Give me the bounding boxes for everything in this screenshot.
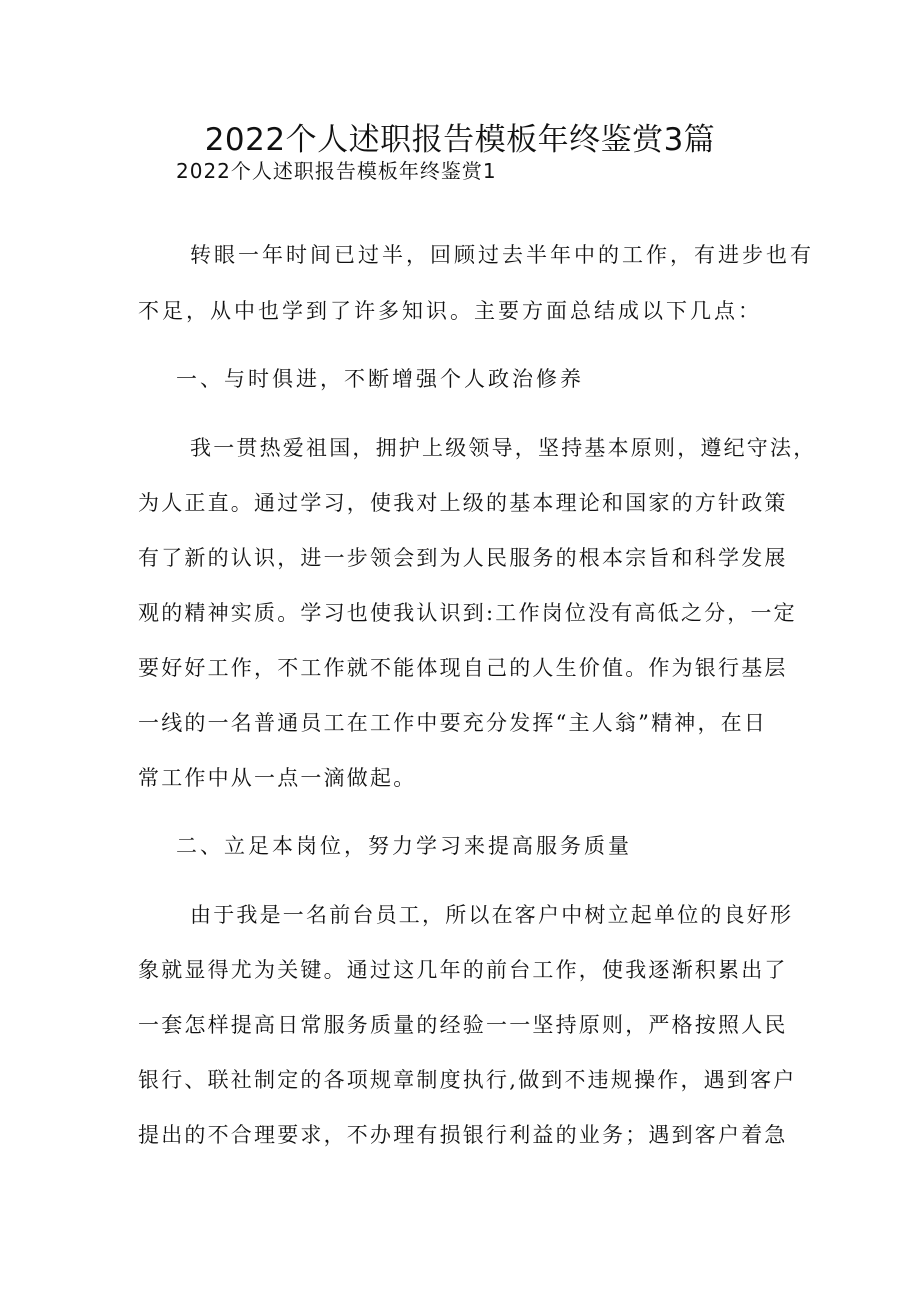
paragraph-line: 我一贯热爱祖国，拥护上级领导，坚持基本原则，遵纪守法， xyxy=(190,436,817,460)
paragraph-line: 常工作中从一点一滴做起。 xyxy=(138,766,417,790)
document-title: 2022个人述职报告模板年终鉴赏3篇 xyxy=(204,122,716,158)
paragraph-line: 有了新的认识，进一步领会到为人民服务的根本宗旨和科学发展 xyxy=(138,546,788,570)
paragraph-line: 要好好工作，不工作就不能体现自己的人生价值。作为银行基层 xyxy=(138,656,788,680)
paragraph-line: 一线的一名普通员工在工作中要充分发挥“主人翁”精神，在日 xyxy=(138,711,768,735)
paragraph-line: 为人正直。通过学习，使我对上级的基本理论和国家的方针政策 xyxy=(138,491,788,515)
paragraph-line: 象就显得尤为关键。通过这几年的前台工作，使我逐渐积累出了 xyxy=(138,958,788,982)
section-subtitle: 2022个人述职报告模板年终鉴赏1 xyxy=(176,159,497,183)
paragraph-line: 不足，从中也学到了许多知识。主要方面总结成以下几点： xyxy=(138,299,762,323)
section-heading: 二、立足本岗位，努力学习来提高服务质量 xyxy=(176,834,632,858)
paragraph-line: 提出的不合理要求，不办理有损银行利益的业务；遇到客户着急 xyxy=(138,1123,788,1147)
paragraph-line: 转眼一年时间已过半，回顾过去半年中的工作，有进步也有 xyxy=(190,243,814,267)
paragraph-line: 银行、联社制定的各项规章制度执行,做到不违规操作，遇到客户 xyxy=(138,1068,797,1092)
section-heading: 一、与时俱进，不断增强个人政治修养 xyxy=(176,367,584,391)
paragraph-line: 由于我是一名前台员工，所以在客户中树立起单位的良好形 xyxy=(190,903,794,927)
paragraph-line: 一套怎样提高日常服务质量的经验一一坚持原则，严格按照人民 xyxy=(138,1013,788,1037)
paragraph-line: 观的精神实质。学习也使我认识到:工作岗位没有高低之分，一定 xyxy=(138,601,797,625)
